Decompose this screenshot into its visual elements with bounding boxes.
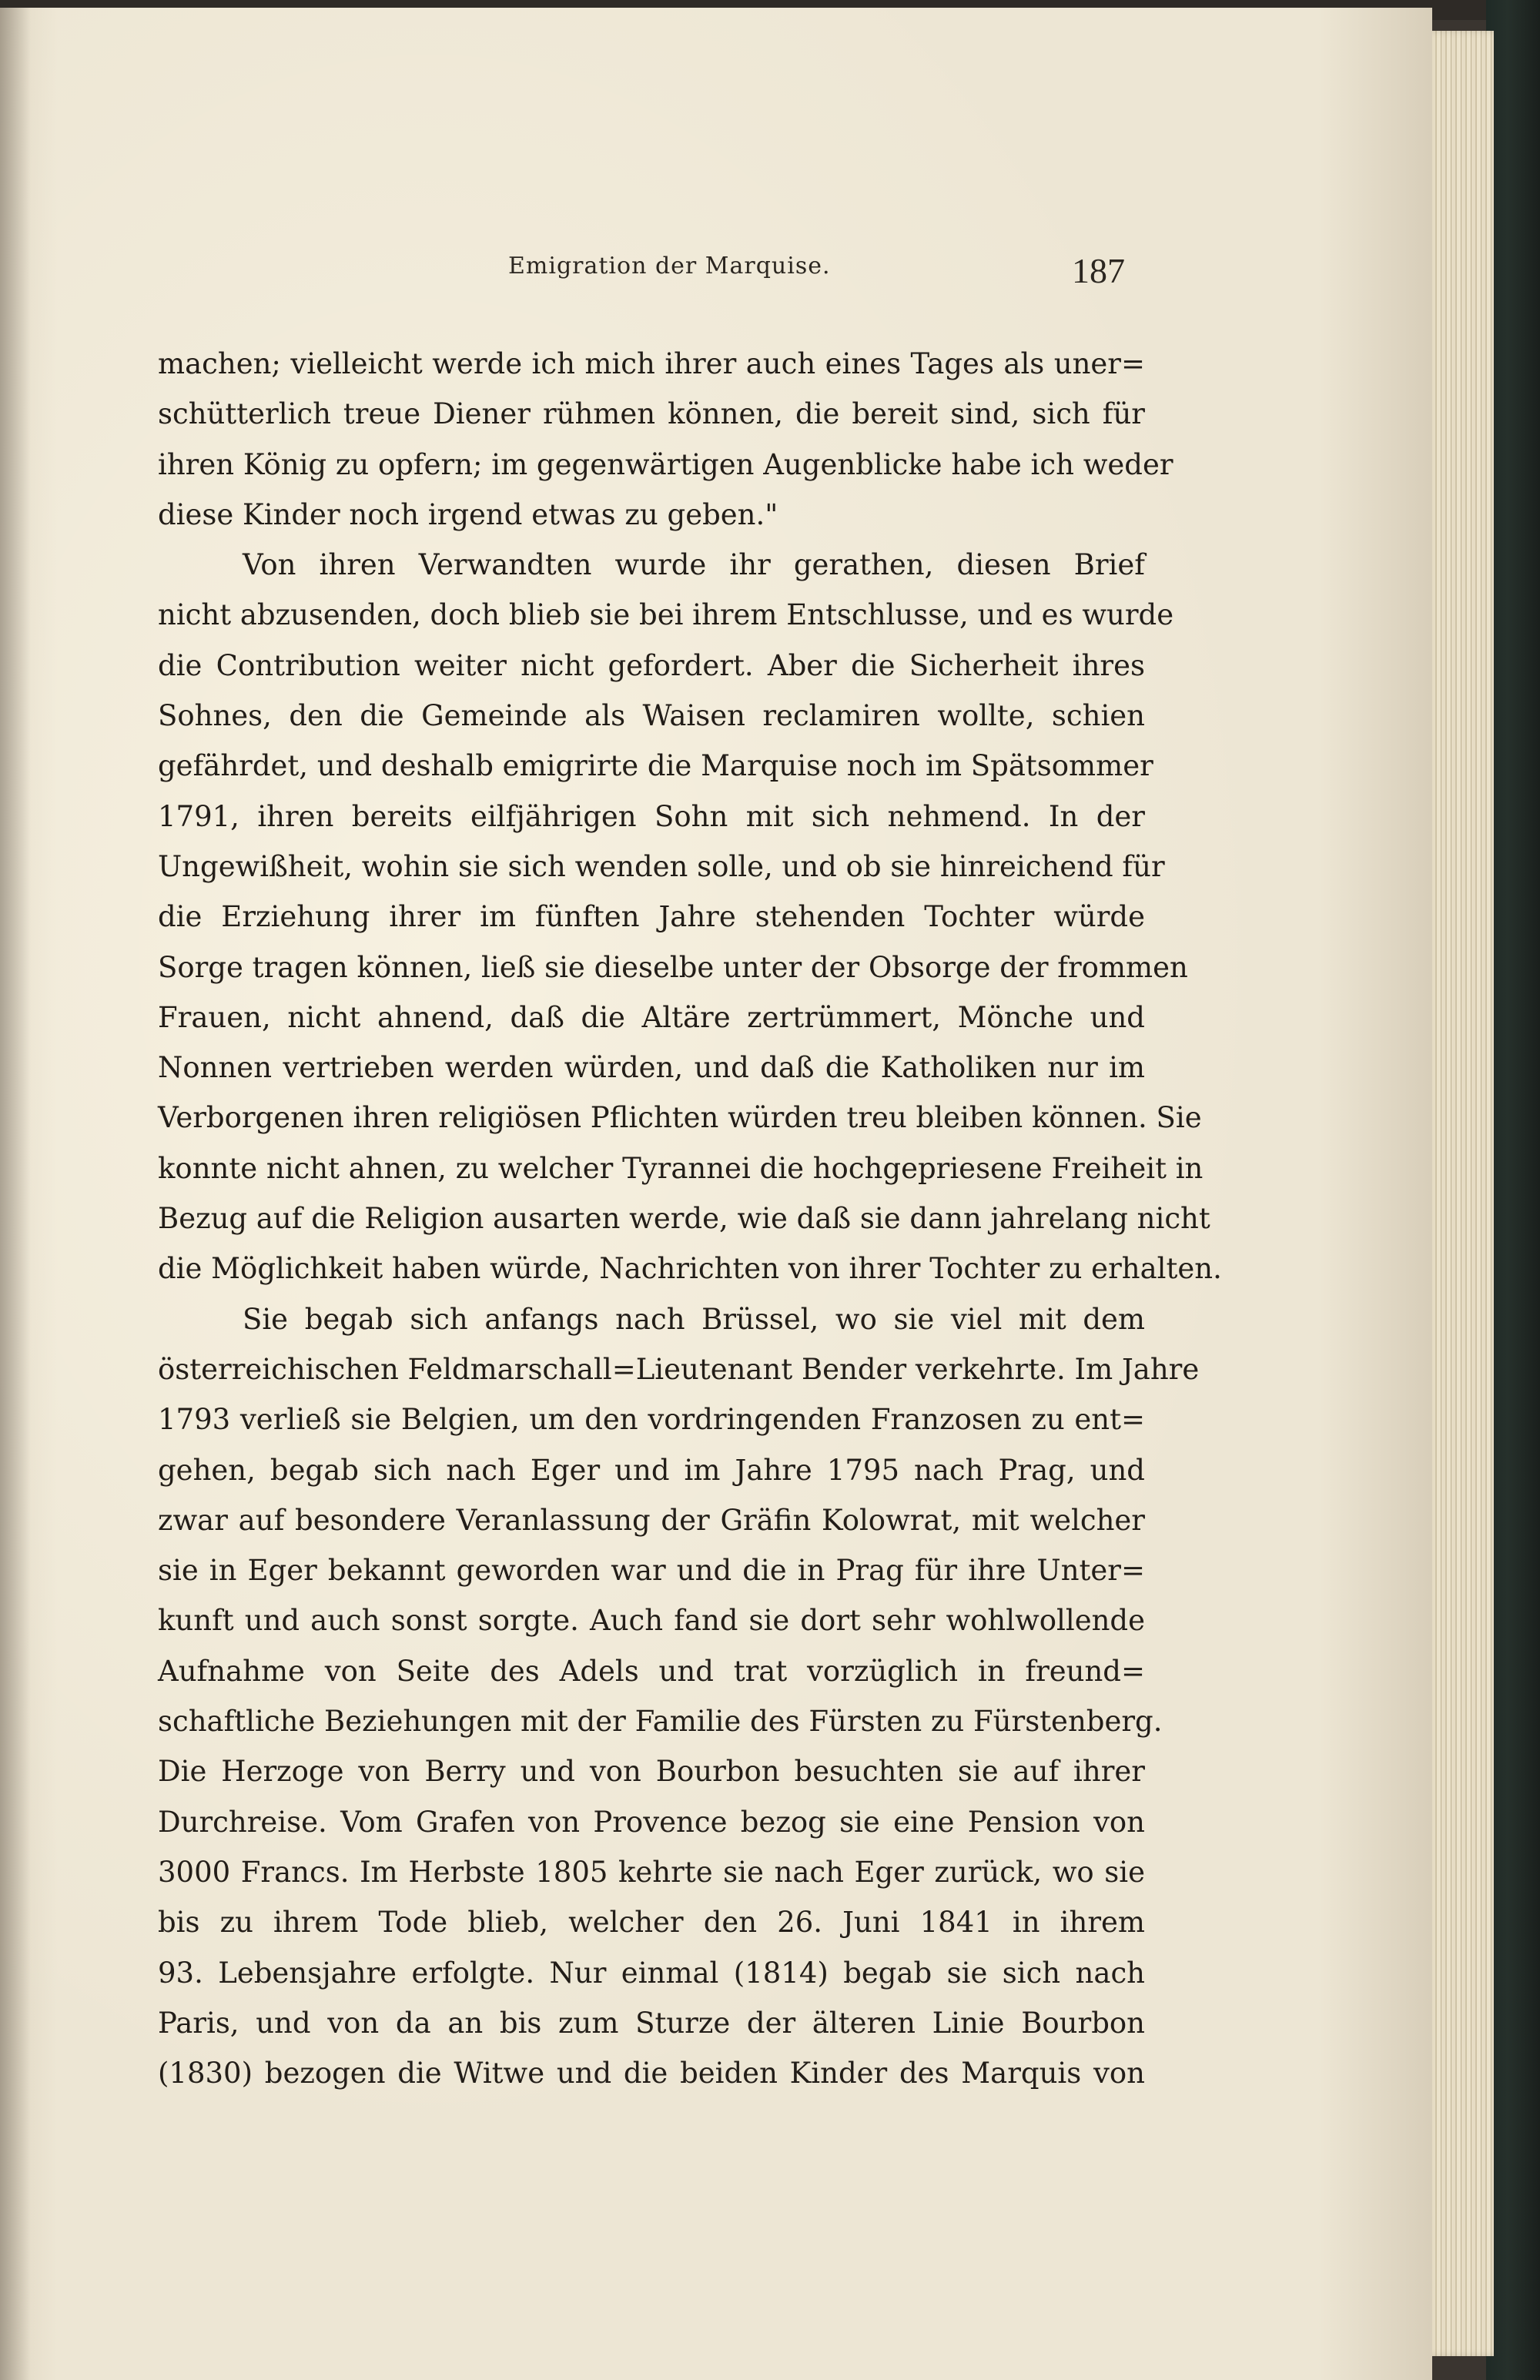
running-title: Emigration der Marquise.	[508, 253, 831, 280]
text-line: gehen, begab sich nach Eger und im Jahre 1795 nach Prag, und	[158, 1453, 1145, 1487]
text-line: 1793 verließ sie Belgien, um den vordringenden Franzosen zu ent=	[158, 1403, 1145, 1437]
page-number: 187	[1072, 251, 1125, 290]
text-line: Sohnes, den die Gemeinde als Waisen reclamiren wollte, schien	[158, 699, 1145, 733]
text-line: konnte nicht ahnen, zu welcher Tyrannei die hochgepriesene Freiheit in	[158, 1151, 1204, 1185]
text-line: Verborgenen ihren religiösen Pflichten würden treu bleiben können. Sie	[158, 1101, 1202, 1135]
text-line: schaftliche Beziehungen mit der Familie des Fürsten zu Fürstenberg.	[158, 1705, 1163, 1739]
text-line: die Erziehung ihrer im fünften Jahre stehenden Tochter würde	[158, 900, 1145, 934]
text-line: Von ihren Verwandten wurde ihr gerathen, diesen Brief	[243, 548, 1145, 582]
text-line: Sorge tragen können, ließ sie dieselbe unter der Obsorge der frommen	[158, 950, 1188, 984]
gutter-shadow	[0, 8, 31, 2380]
text-line: 3000 Francs. Im Herbste 1805 kehrte sie nach Eger zurück, wo sie	[158, 1855, 1145, 1889]
text-line: Bezug auf die Religion ausarten werde, wie daß sie dann jahrelang nicht	[158, 1202, 1210, 1236]
body-text	[158, 339, 1222, 2098]
text-line: kunft und auch sonst sorgte. Auch fand sie dort sehr wohlwollende	[158, 1604, 1145, 1638]
text-line: die Contribution weiter nicht gefordert. Aber die Sicherheit ihres	[158, 648, 1145, 682]
text-line: bis zu ihrem Tode blieb, welcher den 26. Juni 1841 in ihrem	[158, 1906, 1145, 1940]
text-line: Frauen, nicht ahnend, daß die Altäre zertrümmert, Mönche und	[158, 1000, 1145, 1034]
text-line: österreichischen Feldmarschall=Lieutenant Bender verkehrte. Im Jahre	[158, 1352, 1200, 1386]
text-line: Paris, und von da an bis zum Sturze der älteren Linie Bourbon	[158, 2006, 1145, 2040]
text-line: gefährdet, und deshalb emigrirte die Marquise noch im Spätsommer	[158, 749, 1153, 783]
text-line: Ungewißheit, wohin sie sich wenden solle, und ob sie hinreichend für	[158, 849, 1165, 883]
text-line: Sie begab sich anfangs nach Brüssel, wo sie viel mit dem	[243, 1302, 1145, 1336]
text-line: Die Herzoge von Berry und von Bourbon besuchten sie auf ihrer	[158, 1755, 1145, 1789]
book-cover-edge	[1486, 0, 1540, 2380]
text-line: Nonnen vertrieben werden würden, und daß die Katholiken nur im	[158, 1051, 1145, 1085]
text-line: zwar auf besondere Veranlassung der Gräfin Kolowrat, mit welcher	[158, 1503, 1145, 1537]
text-line: ihren König zu opfern; im gegenwärtigen Augenblicke habe ich weder	[158, 447, 1173, 481]
text-line: Aufnahme von Seite des Adels und trat vorzüglich in freund=	[158, 1654, 1145, 1688]
text-line: Durchreise. Vom Grafen von Provence bezog sie eine Pension von	[158, 1805, 1145, 1839]
text-line: 93. Lebensjahre erfolgte. Nur einmal (1814) begab sie sich nach	[158, 1956, 1145, 1990]
text-line: nicht abzusenden, doch blieb sie bei ihrem Entschlusse, und es wurde	[158, 598, 1174, 632]
text-line: sie in Eger bekannt geworden war und die in Prag für ihre Unter=	[158, 1554, 1145, 1588]
text-line: schütterlich treue Diener rühmen können, die bereit sind, sich für	[158, 397, 1145, 431]
text-line: die Möglichkeit haben würde, Nachrichten von ihrer Tochter zu erhalten.	[158, 1252, 1222, 1286]
text-line: (1830) bezogen die Witwe und die beiden Kinder des Marquis von	[158, 2057, 1145, 2090]
text-line: machen; vielleicht werde ich mich ihrer auch eines Tages als uner=	[158, 347, 1145, 380]
text-line: 1791, ihren bereits eilfjährigen Sohn mit sich nehmend. In der	[158, 799, 1145, 833]
text-line: diese Kinder noch irgend etwas zu geben."	[158, 497, 778, 531]
